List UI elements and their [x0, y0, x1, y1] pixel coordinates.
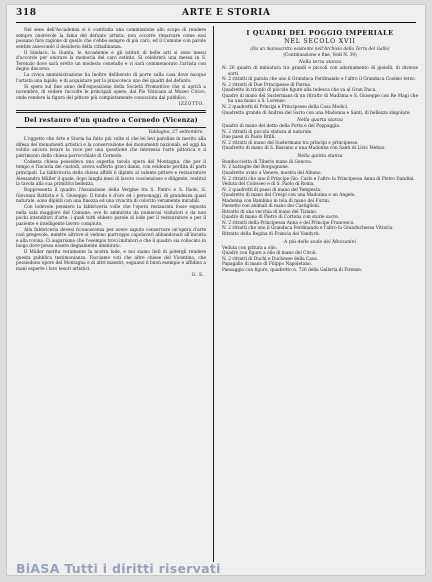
section-title: Del restauro d'un quadro a Cornedo (Vicenza)	[24, 116, 198, 125]
inventory-section	[222, 118, 418, 152]
intro-paragraph: Si spera sul fine anno dell'esposizione della Società Promotrice che si aprirà a novembre, di vedere raccolte le principali opere, dal Pio Vaticano al Museo Civico, onde rendere la figura del pittore più compiutamente conosciuta dal pubblico.	[16, 84, 206, 101]
page	[6, 4, 426, 576]
inventory-item: Veduta con pittura a olio.	[222, 245, 278, 251]
page-number: 318	[16, 8, 37, 18]
inventory-item: Paesaggio con figure, quadretto n. 726 della Galleria di Firenze.	[222, 267, 363, 273]
intro-text	[16, 28, 206, 101]
section-rule-thin	[16, 127, 206, 128]
inventory-item: Quadro di mano di Pietro di Cortona con storie sacre.	[222, 215, 340, 221]
inventory-item: Quadretto in trionfo di piccole figure alla tedesca che va al Gran Duca.	[222, 88, 377, 94]
article-paragraph: Codesta chiesa possedeva una superba tavola opera del Montagna, che per il tempo e l'incuria dei custodi, aveva sofferto gravi danni, con evidente perdita di parti principali. La fabbriceria della chiesa affidò il dipinto al valente pittore e restauratore Alessandro Müller il quale, dopo lunghi mesi di lavoro coscienzioso e diligente, restituì la tavola alla sua primitiva bellezza.	[16, 159, 206, 188]
intro-paragraph: Nel seno dell'Accademia si è costituita una commissione allo scopo di rendere sempre onorevole la fama del defunto artista; non occorre rimarcare come essi possano fare ragione di quello che s'ebbe sempre di più caro, ed il Comune con parole sentite assecondò il desiderio della cittadinanza.	[16, 28, 206, 50]
inventory-item: Quadretto grande di Andrea del Sarto con una Madonna e Santi, di bellezza singolare.	[222, 110, 411, 116]
inventory-item: N. 2 ritratti di mano del Sustermans tra principi e principesse.	[222, 140, 359, 146]
inventory-item: Quadro di mano del detto della Porta e del Poppaggia.	[222, 124, 341, 130]
running-title: ARTE E STORIA	[182, 8, 271, 18]
top-rule	[16, 22, 416, 23]
inventory-item: Quadro con figure a olio di mano del Civoli.	[222, 251, 317, 257]
inventory-item: N. 2 quadretti di Principi e Principesse della Casa Medici.	[222, 105, 349, 111]
article-subtitle: NEL SECOLO XVII	[284, 38, 356, 45]
article-title: I QUADRI DEL POGGIO IMPERIALE	[246, 29, 394, 37]
archive-watermark: BiASA Tutti i diritti riservati	[16, 561, 221, 576]
section-heading: Nella quinta stanza	[297, 153, 343, 159]
inventory-item: Due paesi di Paolo Brilli.	[222, 135, 276, 141]
inventory-section	[222, 154, 418, 238]
article-paragraph: Il Müller merita veramente la nostra lode, e noi siamo lieti di potergli rendere questa pubblica testimonianza. Facciamo voti che altre chiese del Vicentino, che possiedono opere del Montagna e di altri maestri, seguano il buon esempio e affidino a mani esperte i loro tesori artistici.	[16, 250, 206, 272]
inventory-item: Paesetto con animali di mano dei Castiglioni.	[222, 204, 321, 210]
intro-paragraph: La civica amministrazione ha inoltre deliberato di porre sulla casa dove nacque l'artista una lapide, e di acquistare per la pinacoteca uno dei quadri del defunto.	[16, 73, 206, 84]
inventory-section	[222, 240, 418, 274]
inventory-item: Ritratto di una vecchia di mano del Tiziano.	[222, 209, 318, 215]
intro-paragraph: Il Sindaco, la Giunta, le Accademie e gli istituti di belle arti si sono messi d'accordo per onorare la memoria del caro estinto. Si celebrerà una messa in S. Terenzio dove sarà eretto un modesto cenotafio e vi sarà commemorato l'artista con degno discorso.	[16, 50, 206, 73]
inventory-item: Quadretto di mano del Crespi con una Madonna e un Angelo.	[222, 193, 356, 199]
inventory-item: N. 2 ritratti di parata che uno il Granduca Ferdinando e l'altro il Granduca Cosimo terzo.	[222, 77, 416, 83]
inventory-item: Quadretto ovato a Venere, mostra del Albano.	[222, 170, 322, 176]
section-heading: A più delle scale dei Mezzanini	[283, 239, 357, 245]
section-heading: Nella terza stanza	[298, 60, 342, 66]
intro-signature: IZZOTTO.	[178, 102, 204, 108]
inventory-item: N. 2 quadretti di paesi di mano del Tempesta.	[222, 187, 322, 193]
inventory-item: N. 2 ritratti della Principessa Anna e del Principe Francesco.	[222, 220, 355, 226]
inventory-item: N. 2 ritratti che uno il Principe Gio. Carlo e l'altro la Principessa Anna di Pietro Dandini.	[222, 176, 415, 182]
right-column	[222, 28, 418, 273]
inventory-item: N. 2 ritratti di piccola statura al naturale.	[222, 129, 313, 135]
inventory-item: Papagallo di mano di Filippo Napoletano.	[222, 262, 312, 268]
inventory-item: Madonna con Bambino in tela di mano del Furini.	[222, 198, 331, 204]
running-head	[16, 8, 416, 22]
article-source-note: (Da un manoscritto esistente nell'Archivio della Terra del Gallo)	[250, 47, 390, 52]
article-signature: G. S.	[191, 273, 204, 279]
inventory-item: Veduta del Colosseo e di S. Paolo di Roma.	[222, 182, 315, 188]
column-divider	[213, 26, 214, 562]
left-column	[16, 28, 206, 280]
inventory-item: N. 26 quadri di miniatura tra grandi e piccoli con adornamento di gioielli, di diverse sorti.	[222, 66, 418, 77]
inventory-item: Ritratto della Regina di Francia del Vandyck.	[222, 231, 321, 237]
inventory-item: Quadretto di mano di S. Bassano e una Madonna con Santi di Livio Mehus.	[222, 146, 386, 152]
inventory-item: N. 2 ritratti di Due Principesse di Parma.	[222, 82, 312, 88]
inventory-item: Quadro di mano del Sustermans di un ritratto di Madama e S. Giuseppe con Re Magi che ha una mano a S. Lorenzo.	[222, 93, 418, 105]
inventory-section	[222, 60, 418, 116]
continuation-note: (Continuazione e fine, Vedi N. 39)	[283, 53, 357, 59]
article-paragraph: L'oggetto che Arte e Storia ha fatto più volte sì che lei levi paroline in merito alla difesa dei monumenti artistici e la conservazione dei monumenti nazionali; ed oggi ha voluto ancora levare la voce per una questione che interessa l'arte pittorica e il patrimonio della chiesa parrocchiale di Cornedo.	[16, 137, 206, 159]
section-rule	[16, 110, 206, 113]
article-paragraph: Rappresenta il quadro l'Assunzione della Vergine tra S. Pietro e S. Paolo, S. Giovanni Battista e S. Giuseppe. Il fondo è d'oro ed i personaggi, di grandezza quasi naturale, sono dipinti con una finezza ed una vivacità di colorito veramente mirabili.	[16, 187, 206, 205]
inventory-item: Bamboccietta di Tiberio mano di Genova.	[222, 159, 313, 165]
inventory-item: N. 2 ritratti di Duchi e Duchesse della Casa.	[222, 256, 319, 262]
inventory-item: N. 2 battaglie del Borgognone.	[222, 165, 290, 171]
article-paragraph: Alla fabbriceria devesi riconoscenza per avere saputo conservare un'opera d'arte così pregevole, mentre altrove si vedono purtroppo capolavori abbandonati all'incuria e alla rovina. Ci auguriamo che l'esempio trovi imitatori e che il quadro sia collocato in luogo dove possa essere degnamente ammirato.	[16, 227, 206, 250]
article-paragraph: Con lodevole pensiero la fabbriceria volle che l'opera restaurata fosse esposta nella sala maggiore del Comune, ove fu ammirata da numerosi visitatori e da non pochi intenditori d'arte, i quali tutti ebbero parole di lode per il restauratore e per il paziente e intelligente lavoro compiuto.	[16, 205, 206, 227]
dateline: Valdagno, 27 settembre.	[148, 130, 204, 136]
section-heading: Nella quarta stanza	[297, 118, 343, 124]
article-body	[16, 137, 206, 272]
inventory-item: N. 2 ritratti che uno il Granduca Ferdinando e l'altro la Granduchessa Vittoria.	[222, 226, 394, 232]
